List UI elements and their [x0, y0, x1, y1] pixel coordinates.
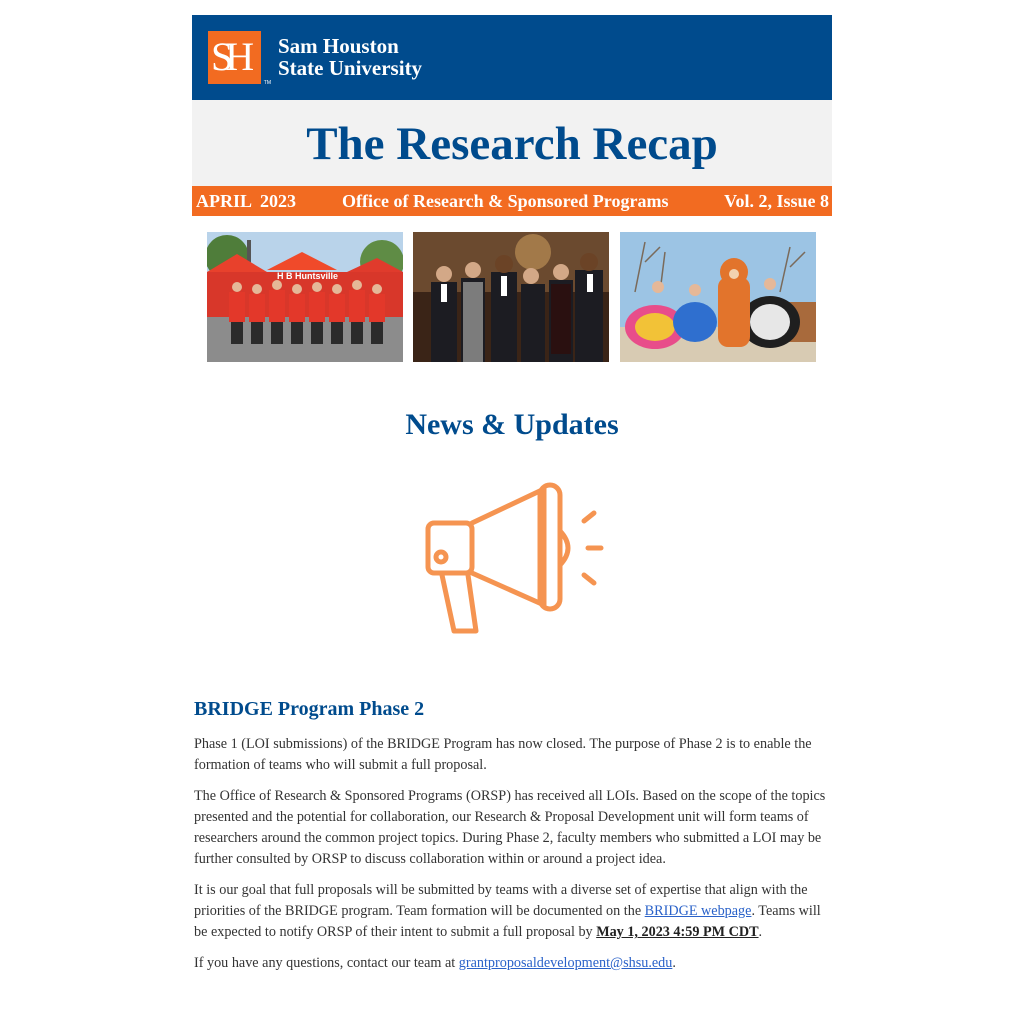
shsu-logo[interactable]: [208, 31, 271, 86]
photo-volunteers-tents: [207, 232, 403, 362]
paragraph-3-text-a: It is our goal that full proposals will be submitted by teams with a diverse set of expertise that align with the priorities of the BRIDGE program. Team formation will be documented on the: [194, 882, 808, 919]
university-name: [278, 35, 422, 79]
issue-date: APRIL 2023: [196, 191, 297, 211]
logo-trademark: TM: [263, 80, 271, 86]
bridge-webpage-link[interactable]: BRIDGE webpage: [644, 903, 752, 919]
university-name-line2: State University: [278, 56, 423, 80]
submission-deadline: May 1, 2023 4:59 PM CDT: [596, 924, 759, 940]
photo-reception-group: [413, 232, 609, 362]
article-paragraph-2: The Office of Research & Sponsored Programs (ORSP) has received all LOIs. Based on the scope of the topics presented and the potential for collaboration, our Research & Proposal Development unit will form teams of researchers around the common project topics. During Phase 2, faculty members who submitted a LOI may be further consulted by ORSP to discuss collaboration within or around a project idea.: [194, 788, 826, 867]
paragraph-3-text-b: . Teams will be expected to notify ORSP of their intent to submit a full proposal by: [194, 903, 821, 940]
photo-dancers-mascot: [620, 232, 816, 362]
issue-office: Office of Research & Sponsored Programs: [342, 191, 669, 211]
article-paragraph-4: [194, 953, 830, 974]
article-title: BRIDGE Program Phase 2: [194, 698, 425, 720]
issue-volume: Vol. 2, Issue 8: [724, 191, 829, 211]
contact-email-link[interactable]: grantproposaldevelopment@shsu.edu: [458, 955, 673, 971]
masthead: [192, 100, 832, 186]
article-body: [194, 734, 830, 984]
tent-sign: H B Huntsville: [277, 271, 339, 281]
issue-bar: [192, 186, 832, 216]
logo-initials: SH: [211, 34, 247, 79]
brand-header: [192, 15, 832, 100]
paragraph-4-text-a: If you have any questions, contact our team at: [194, 955, 459, 971]
section-title: News & Updates: [405, 408, 619, 441]
photo-strip: [192, 216, 832, 362]
article-paragraph-1: Phase 1 (LOI submissions) of the BRIDGE Program has now closed. The purpose of Phase 2 is to enable the formation of teams who will submit a full proposal.: [194, 736, 812, 773]
paragraph-3-text-c: .: [758, 924, 763, 940]
paragraph-4-text-b: .: [672, 955, 676, 971]
newsletter: [192, 15, 832, 362]
newsletter-title: The Research Recap: [306, 118, 718, 170]
megaphone-icon: [424, 463, 604, 643]
article-paragraph-3: [194, 880, 830, 943]
university-name-line1: Sam Houston: [278, 34, 399, 58]
